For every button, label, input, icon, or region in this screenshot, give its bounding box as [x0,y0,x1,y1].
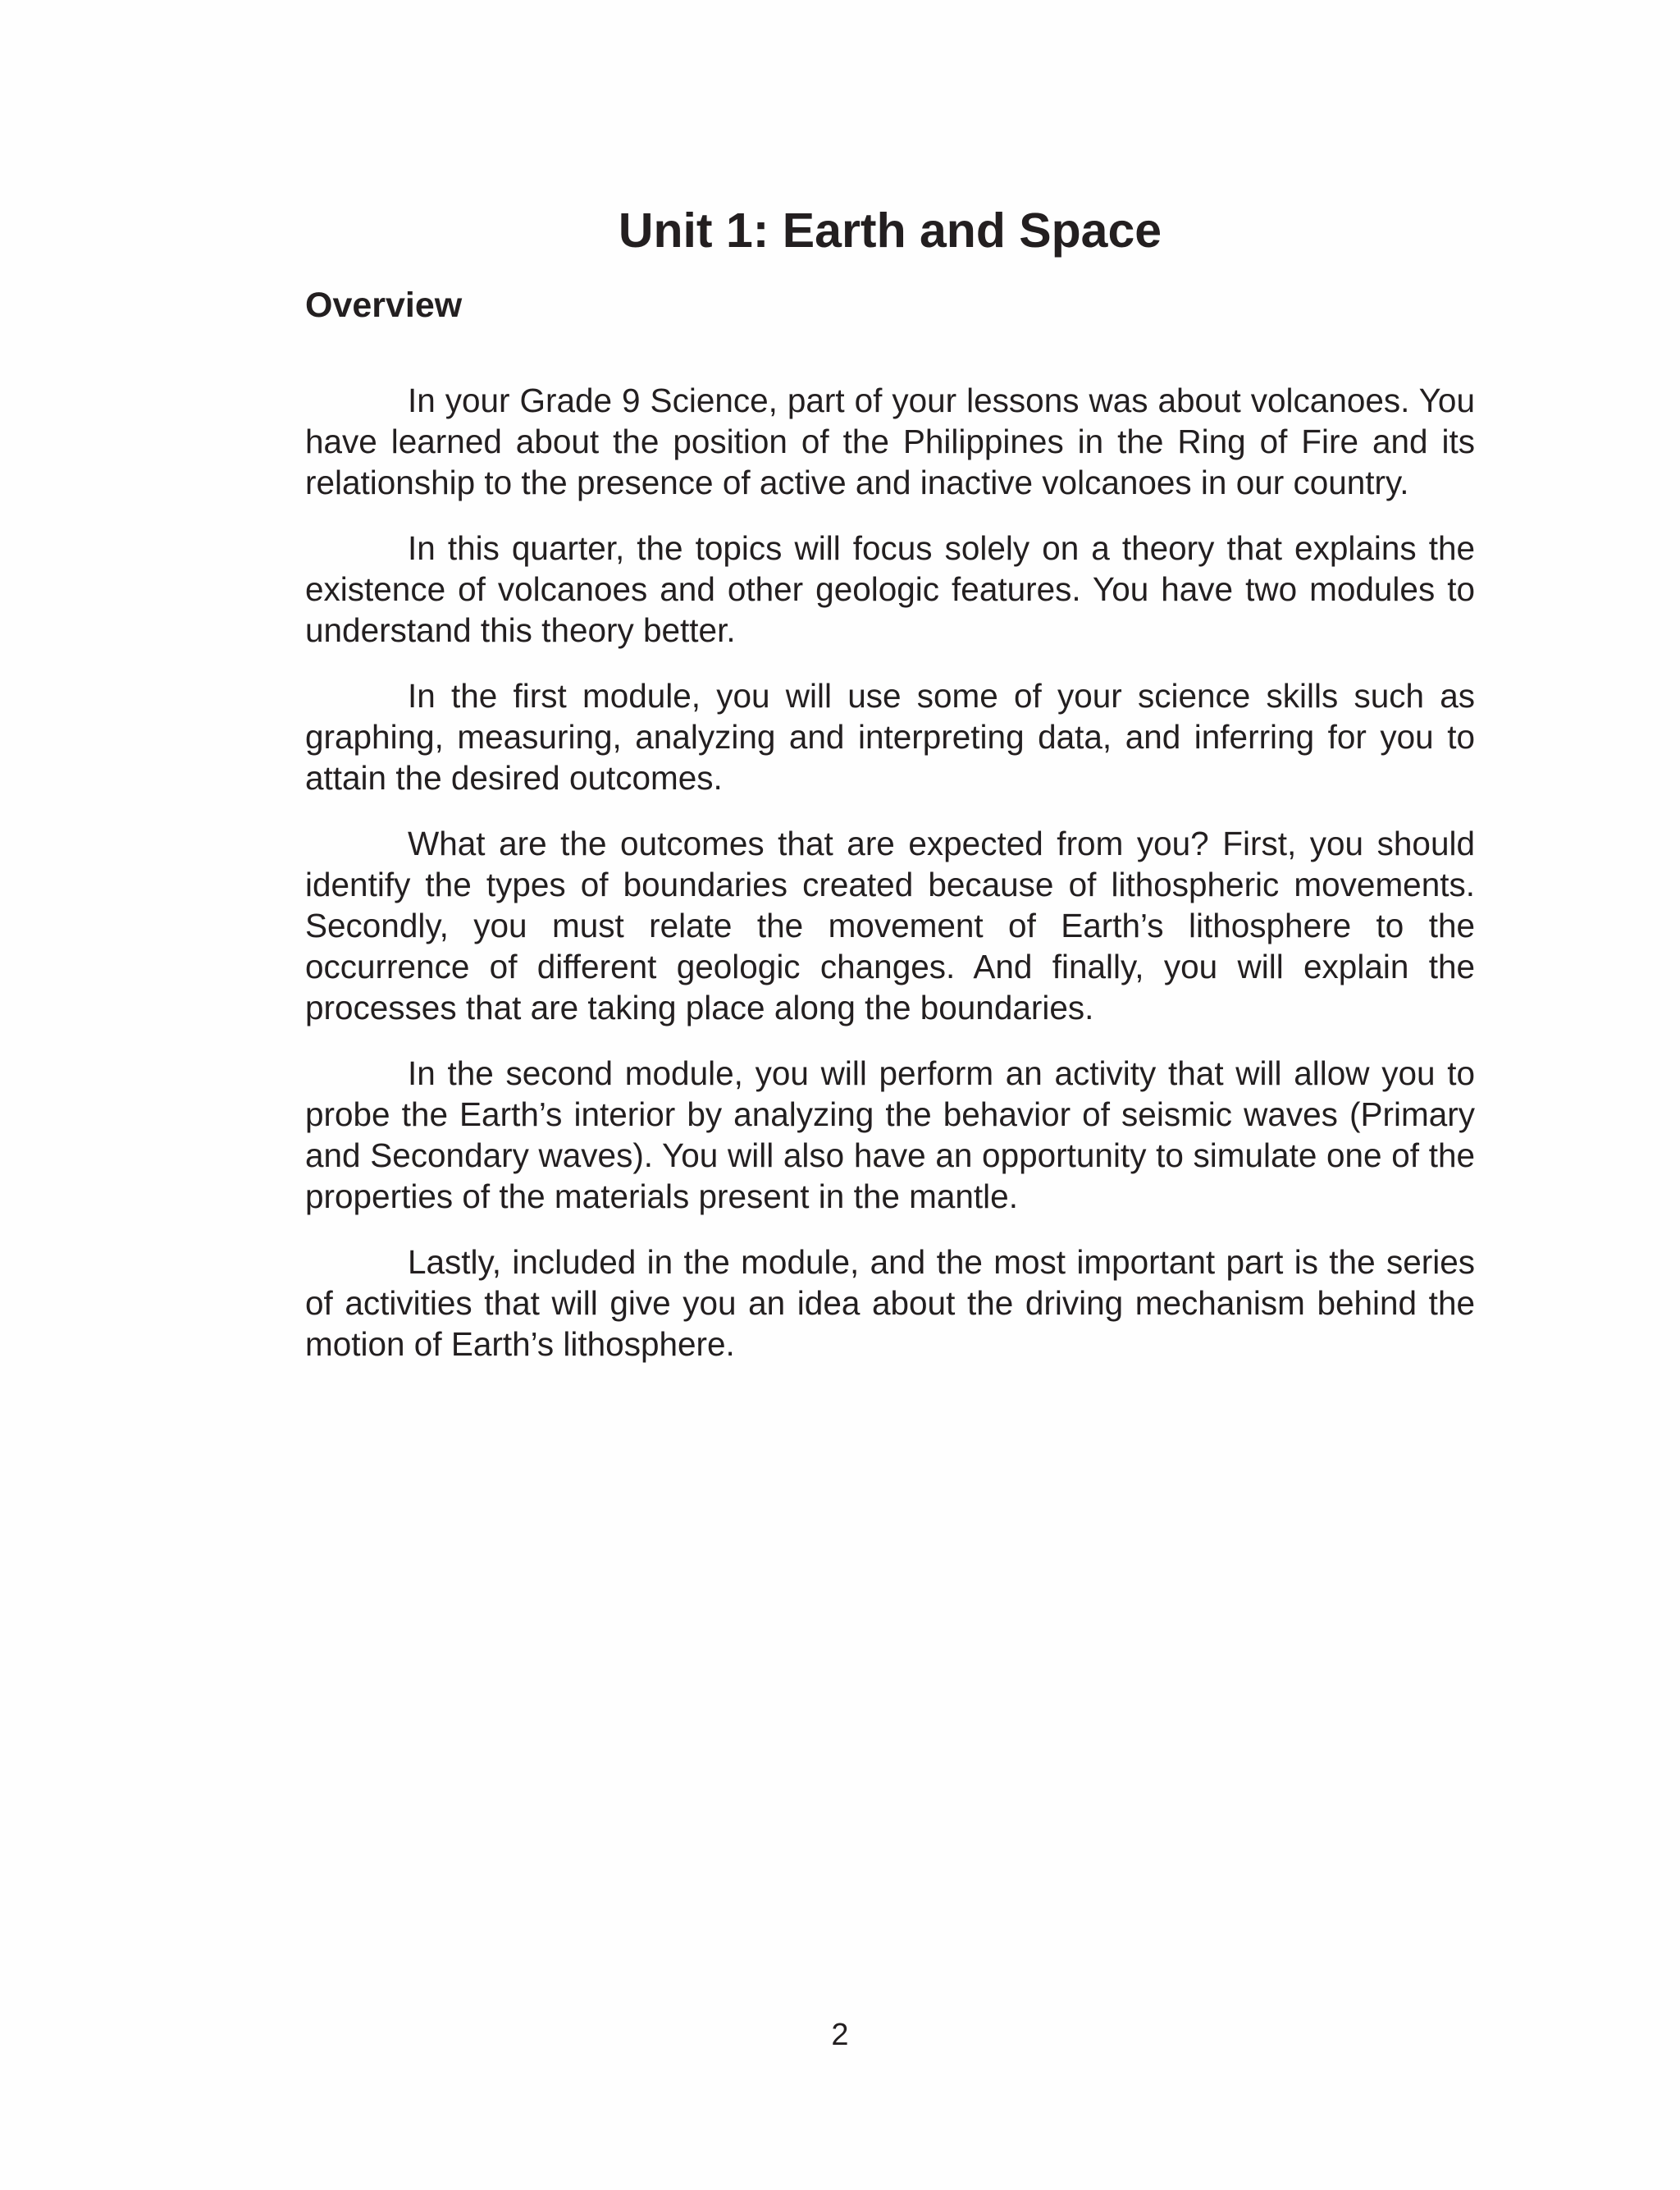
page-title: Unit 1: Earth and Space [618,203,1162,258]
paragraph-second-module: In the second module, you will perform an activity that will allow you to probe the Earth’s interior by analyzing the behavior of seismic waves (Primary and Secondary waves). You will also have an opportunity to simulate one of the properties of the materials present in the mantle. [305,1054,1475,1215]
page-number: 2 [831,2018,849,2052]
paragraph-expected-outcomes: What are the outcomes that are expected from you? First, you should identify the types of boundaries created because of lithospheric movements. Secondly, you must relate the movement of Earth’s lithosphere to the occurrence of different geologic changes. And finally, you will explain the processes that are taking place along the boundaries. [305,825,1475,1026]
paragraph-quarter-focus: In this quarter, the topics will focus solely on a theory that explains the existence of volcanoes and other geologic features. You have two modules to understand this theory better. [305,529,1475,649]
paragraph-driving-mechanism: Lastly, included in the module, and the most important part is the series of activities that will give you an idea about the driving mechanism behind the motion of Earth’s lithosphere. [305,1243,1475,1363]
section-heading-overview: Overview [305,286,463,325]
overview-body [305,380,1475,1389]
paragraph-first-module: In the first module, you will use some of your science skills such as graphing, measuring, analyzing and interpreting data, and inferring for you to attain the desired outcomes. [305,677,1475,797]
paragraph-grade-9-volcanoes: In your Grade 9 Science, part of your lessons was about volcanoes. You have learned about the position of the Philippines in the Ring of Fire and its relationship to the presence of active and inactive volcanoes in our country. [305,382,1475,501]
